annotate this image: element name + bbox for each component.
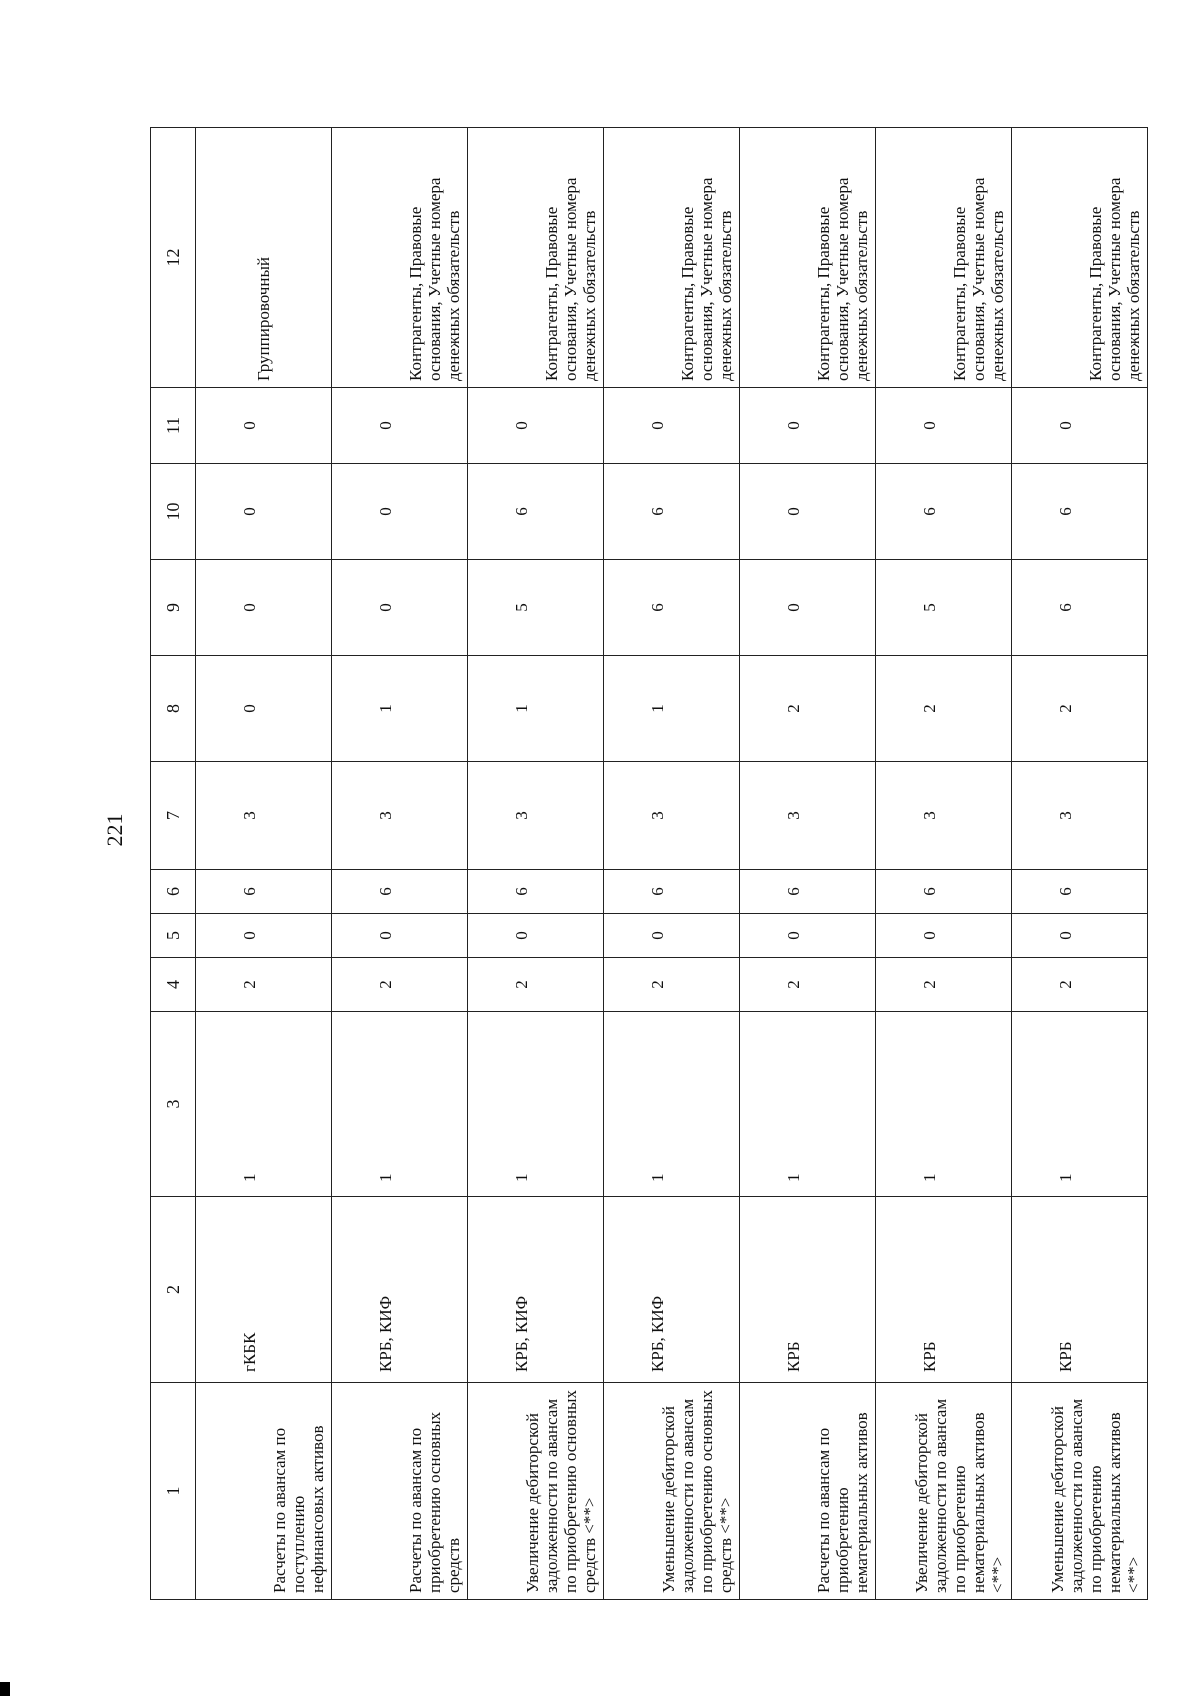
column-header: 6 bbox=[151, 870, 196, 914]
value-cell: 3 bbox=[468, 762, 604, 870]
value-cell: 6 bbox=[604, 560, 740, 656]
value-cell: 1 bbox=[1012, 1012, 1148, 1197]
value-cell: 2 bbox=[876, 656, 1012, 762]
value-cell: 1 bbox=[468, 656, 604, 762]
code-cell: КРБ, КИФ bbox=[332, 1197, 468, 1383]
value-cell: 6 bbox=[1012, 464, 1148, 560]
row-name-cell: Расчеты по авансам по поступлению нефинансовых активов bbox=[196, 1383, 332, 1600]
column-header: 12 bbox=[151, 128, 196, 388]
column-header: 5 bbox=[151, 914, 196, 958]
column-header: 10 bbox=[151, 464, 196, 560]
analytics-cell: Контрагенты, Правовые основания, Учетные номера денежных обязательств bbox=[1012, 128, 1148, 388]
value-cell: 0 bbox=[468, 388, 604, 464]
value-cell: 0 bbox=[740, 560, 876, 656]
header-row bbox=[151, 128, 196, 1600]
table-row bbox=[196, 128, 332, 1600]
table-row bbox=[876, 128, 1012, 1600]
value-cell: 1 bbox=[876, 1012, 1012, 1197]
value-cell: 0 bbox=[1012, 914, 1148, 958]
column-header: 4 bbox=[151, 958, 196, 1012]
value-cell: 2 bbox=[196, 958, 332, 1012]
value-cell: 3 bbox=[876, 762, 1012, 870]
scan-mark bbox=[0, 1682, 10, 1696]
analytics-cell: Контрагенты, Правовые основания, Учетные номера денежных обязательств bbox=[332, 128, 468, 388]
table-row bbox=[740, 128, 876, 1600]
value-cell: 6 bbox=[1012, 870, 1148, 914]
value-cell: 0 bbox=[740, 914, 876, 958]
value-cell: 0 bbox=[876, 388, 1012, 464]
value-cell: 6 bbox=[876, 464, 1012, 560]
value-cell: 1 bbox=[468, 1012, 604, 1197]
value-cell: 3 bbox=[604, 762, 740, 870]
value-cell: 6 bbox=[876, 870, 1012, 914]
row-name-cell: Уменьшение дебиторской задолженности по авансам по приобретению нематериальных активов <**> bbox=[1012, 1383, 1148, 1600]
value-cell: 6 bbox=[196, 870, 332, 914]
column-header: 1 bbox=[151, 1383, 196, 1600]
analytics-cell: Контрагенты, Правовые основания, Учетные номера денежных обязательств bbox=[604, 128, 740, 388]
value-cell: 1 bbox=[332, 656, 468, 762]
column-header: 7 bbox=[151, 762, 196, 870]
code-cell: КРБ, КИФ bbox=[604, 1197, 740, 1383]
value-cell: 6 bbox=[604, 870, 740, 914]
rotated-table-wrapper bbox=[150, 128, 1143, 1600]
table-row bbox=[604, 128, 740, 1600]
row-name-cell: Расчеты по авансам по приобретению основных средств bbox=[332, 1383, 468, 1600]
analytics-cell: Контрагенты, Правовые основания, Учетные номера денежных обязательств bbox=[468, 128, 604, 388]
value-cell: 0 bbox=[332, 914, 468, 958]
value-cell: 0 bbox=[604, 914, 740, 958]
analytics-cell: Группировочный bbox=[196, 128, 332, 388]
value-cell: 0 bbox=[604, 388, 740, 464]
analytics-cell: Контрагенты, Правовые основания, Учетные номера денежных обязательств bbox=[740, 128, 876, 388]
table-frame bbox=[150, 128, 1143, 1600]
value-cell: 2 bbox=[876, 958, 1012, 1012]
code-cell: КРБ, КИФ bbox=[468, 1197, 604, 1383]
value-cell: 0 bbox=[196, 560, 332, 656]
value-cell: 6 bbox=[332, 870, 468, 914]
row-name-cell: Уменьшение дебиторской задолженности по авансам по приобретению основных средств <**> bbox=[604, 1383, 740, 1600]
value-cell: 0 bbox=[196, 656, 332, 762]
value-cell: 0 bbox=[332, 388, 468, 464]
value-cell: 3 bbox=[332, 762, 468, 870]
value-cell: 0 bbox=[740, 388, 876, 464]
code-cell: гКБК bbox=[196, 1197, 332, 1383]
value-cell: 5 bbox=[876, 560, 1012, 656]
column-header: 8 bbox=[151, 656, 196, 762]
row-name-cell: Увеличение дебиторской задолженности по авансам по приобретению основных средств <**> bbox=[468, 1383, 604, 1600]
value-cell: 2 bbox=[468, 958, 604, 1012]
value-cell: 6 bbox=[1012, 560, 1148, 656]
column-header: 9 bbox=[151, 560, 196, 656]
value-cell: 6 bbox=[468, 464, 604, 560]
value-cell: 2 bbox=[1012, 958, 1148, 1012]
value-cell: 2 bbox=[332, 958, 468, 1012]
value-cell: 0 bbox=[196, 388, 332, 464]
value-cell: 0 bbox=[196, 914, 332, 958]
column-header: 2 bbox=[151, 1197, 196, 1383]
value-cell: 1 bbox=[740, 1012, 876, 1197]
page-number: 221 bbox=[102, 813, 127, 847]
value-cell: 0 bbox=[740, 464, 876, 560]
accounts-table bbox=[150, 127, 1148, 1600]
value-cell: 2 bbox=[740, 656, 876, 762]
value-cell: 3 bbox=[740, 762, 876, 870]
row-name-cell: Увеличение дебиторской задолженности по авансам по приобретению нематериальных активов <**> bbox=[876, 1383, 1012, 1600]
table-row bbox=[1012, 128, 1148, 1600]
value-cell: 1 bbox=[332, 1012, 468, 1197]
value-cell: 6 bbox=[468, 870, 604, 914]
value-cell: 0 bbox=[1012, 388, 1148, 464]
value-cell: 3 bbox=[1012, 762, 1148, 870]
value-cell: 1 bbox=[604, 1012, 740, 1197]
value-cell: 0 bbox=[332, 464, 468, 560]
value-cell: 2 bbox=[740, 958, 876, 1012]
value-cell: 3 bbox=[196, 762, 332, 870]
value-cell: 2 bbox=[604, 958, 740, 1012]
code-cell: КРБ bbox=[876, 1197, 1012, 1383]
value-cell: 0 bbox=[468, 914, 604, 958]
value-cell: 2 bbox=[1012, 656, 1148, 762]
table-row bbox=[332, 128, 468, 1600]
value-cell: 0 bbox=[332, 560, 468, 656]
row-name-cell: Расчеты по авансам по приобретению нематериальных активов bbox=[740, 1383, 876, 1600]
value-cell: 5 bbox=[468, 560, 604, 656]
value-cell: 1 bbox=[196, 1012, 332, 1197]
table-body bbox=[196, 128, 1148, 1600]
code-cell: КРБ bbox=[740, 1197, 876, 1383]
value-cell: 6 bbox=[604, 464, 740, 560]
table-row bbox=[468, 128, 604, 1600]
value-cell: 6 bbox=[740, 870, 876, 914]
value-cell: 0 bbox=[876, 914, 1012, 958]
column-header: 3 bbox=[151, 1012, 196, 1197]
code-cell: КРБ bbox=[1012, 1197, 1148, 1383]
value-cell: 1 bbox=[604, 656, 740, 762]
value-cell: 0 bbox=[196, 464, 332, 560]
analytics-cell: Контрагенты, Правовые основания, Учетные номера денежных обязательств bbox=[876, 128, 1012, 388]
column-header: 11 bbox=[151, 388, 196, 464]
